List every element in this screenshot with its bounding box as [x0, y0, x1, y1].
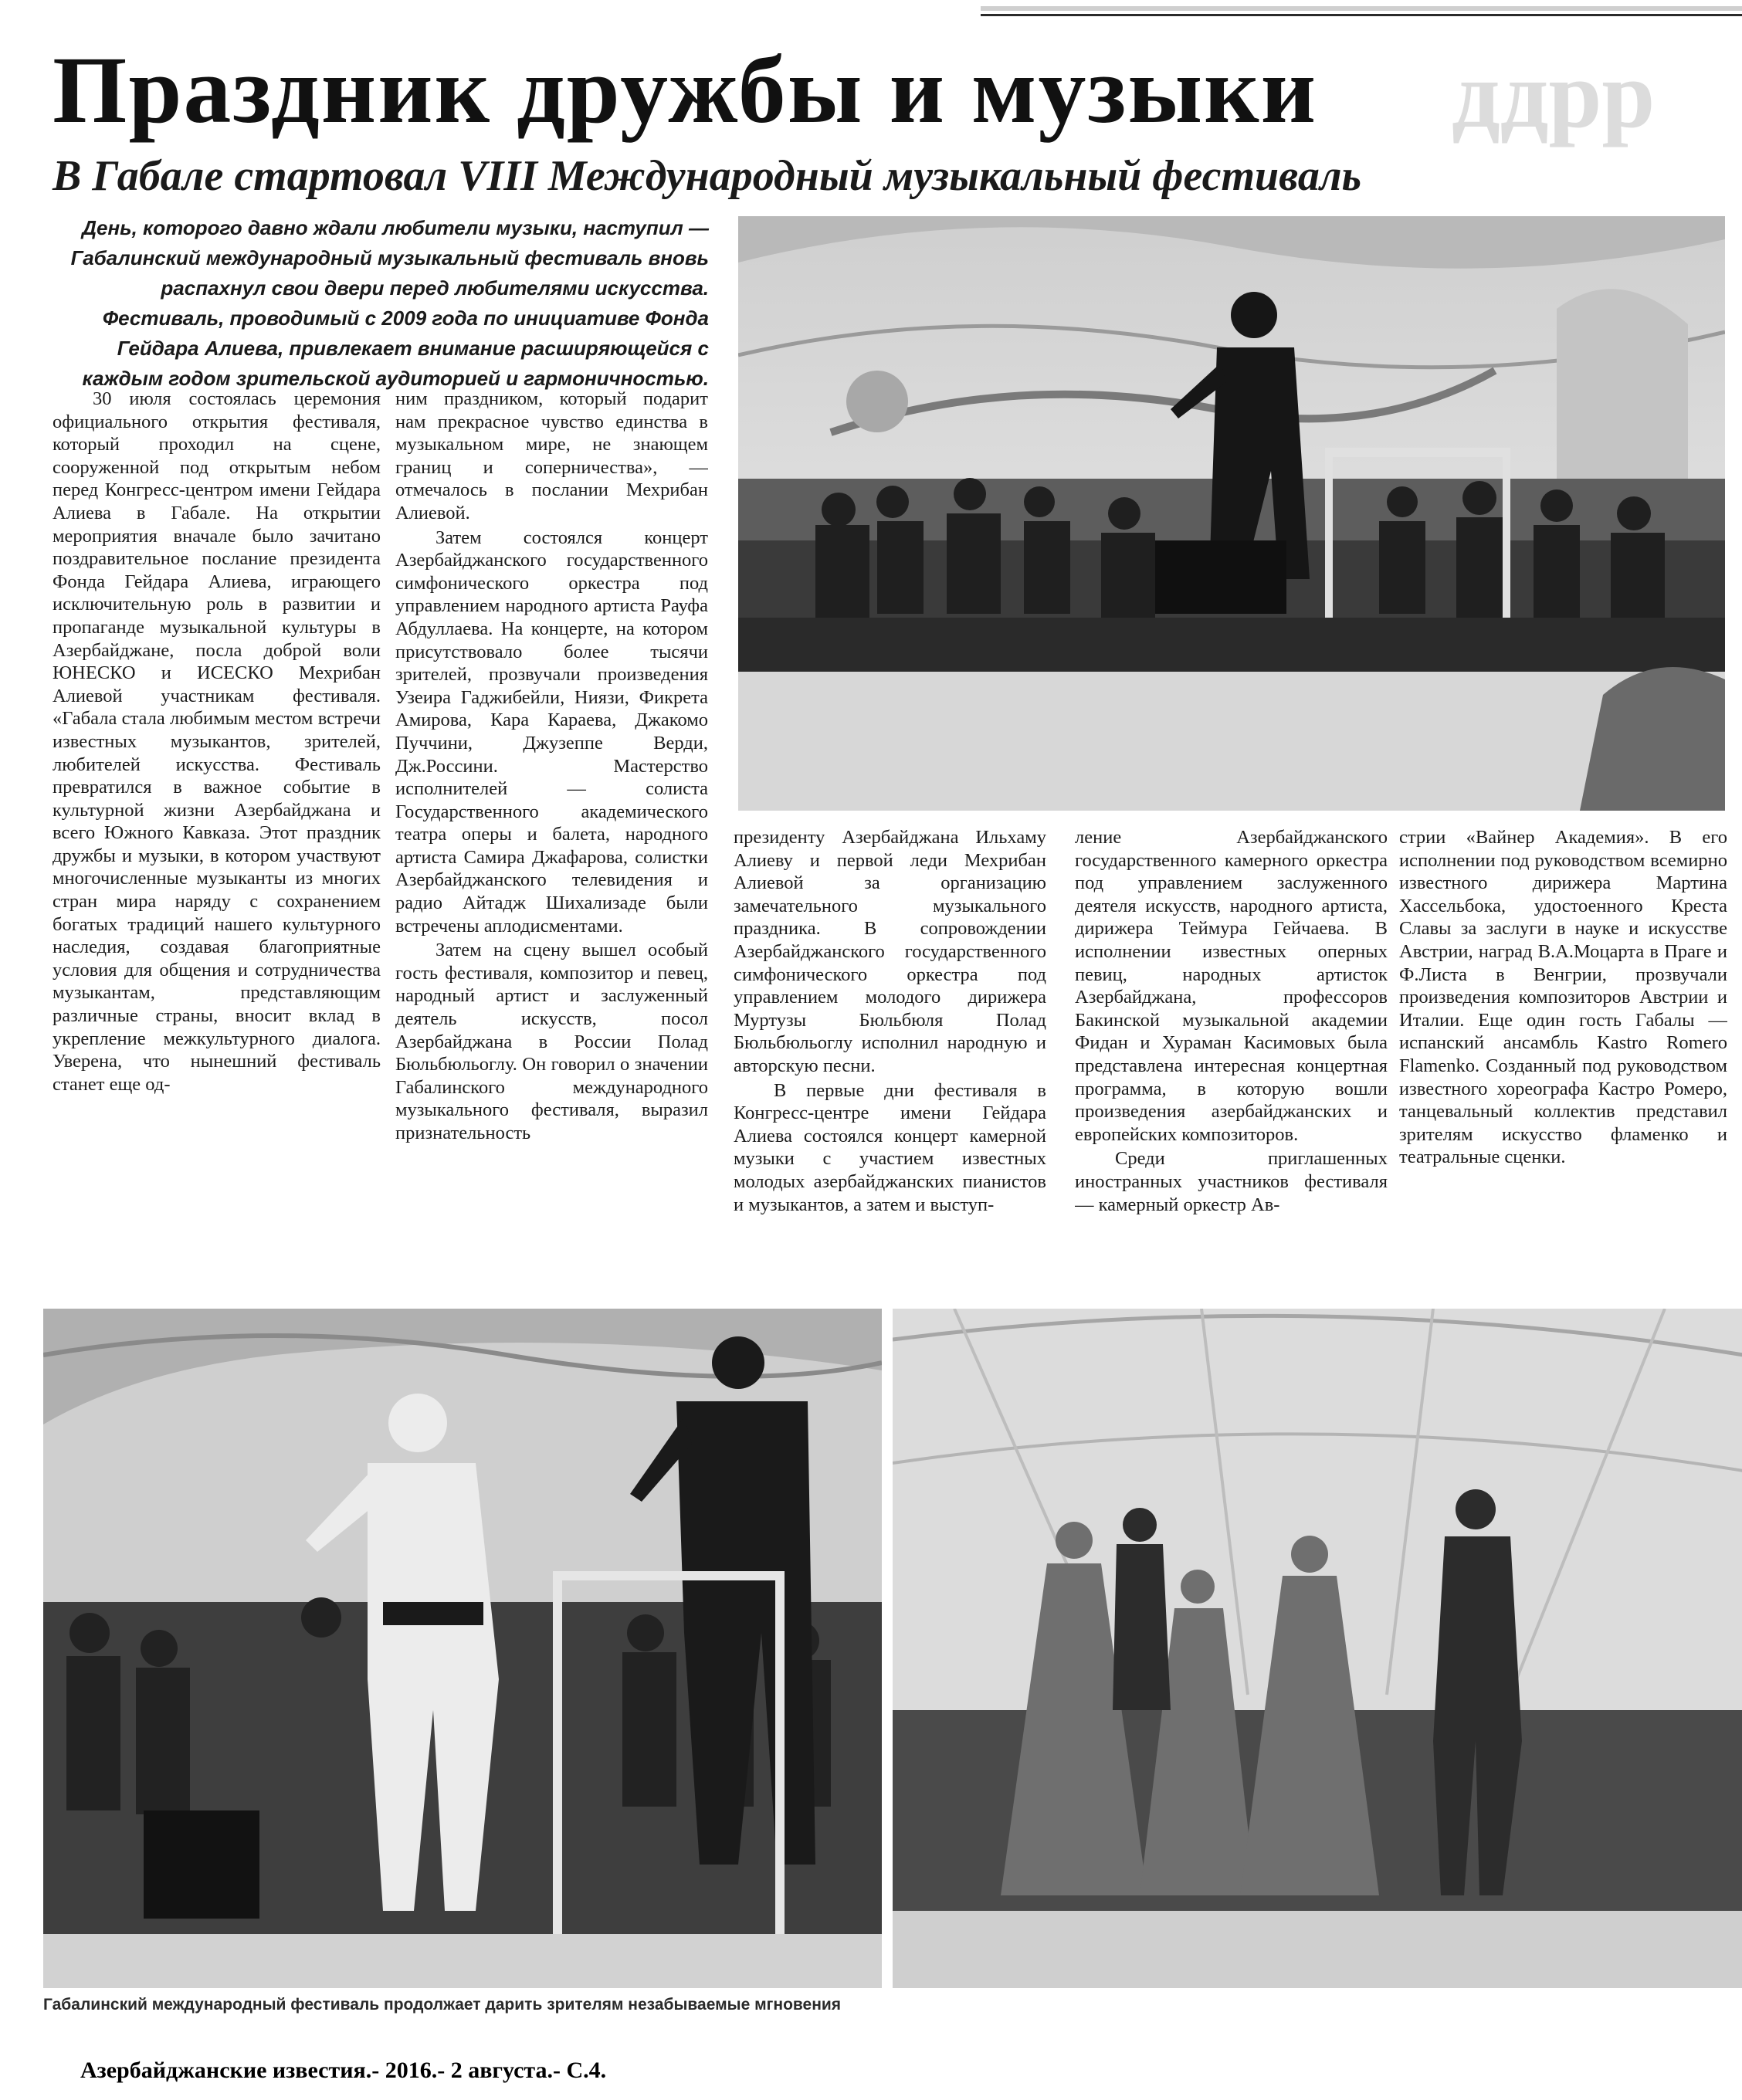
column-3 [734, 826, 1046, 1291]
next-page-ghost-text: ддрр [1452, 42, 1656, 147]
subheadline: В Габале стартовал VIII Международный музыкальный фестиваль [53, 152, 1362, 200]
column-4-paragraph-1: ление Азербайджанского государственного камерного оркестра под управлением заслуженного деятеля искусств, народного артиста, дирижера Теймура Гейчаева. В исполнении известных оперных певиц, народных артисток Азербайджана, профессоров Бакинской музыкальной академии Фидан и Хураман Касимовых была представлена интересная концертная программа, в которую вошли произведения азербайджанских и европейских композиторов. [1075, 827, 1388, 1145]
singer-photo [43, 1309, 882, 1988]
column-3-paragraph-2: В первые дни фестиваля в Конгресс-центре имени Гейдара Алиева состоялся концерт камерной музыки с участием известных молодых азербайджанских пианистов и музыкантов, а затем и выступ- [734, 1079, 1046, 1215]
column-5 [1399, 826, 1727, 1291]
column-4-paragraph-2: Среди приглашенных иностранных участников фестиваля — камерный оркестр Ав- [1075, 1148, 1388, 1215]
top-rule [981, 14, 1742, 16]
column-3-paragraph-1: президенту Азербайджана Ильхаму Алиеву и первой леди Мехрибан Алиевой за организацию замечательного музыкального праздника. В сопровождении Азербайджанского государственного симфонического оркестра под управлением молодого дирижера Муртузы Бюльбюля Полад Бюльбюльоглу исполнил народную и авторскую песни. [734, 827, 1046, 1076]
column-5-paragraph: стрии «Вайнер Академия». В его исполнении под руководством всемирно известного дирижера Мартина Хассельбока, удостоенного Креста Славы за заслуги в науке и искусстве Австрии, наград В.А.Моцарта в Праге и Ф.Листа в Венгрии, прозвучали произведения композиторов Австрии и Италии. Еще один гость Габалы — испанский ансамбль Kastro Romero Flamenko. Созданный под руководством известного хореографа Кастро Ромеро, танцевальный коллектив представил зрителям искусство фламенко и театральные сценки. [1399, 827, 1727, 1168]
column-2-paragraph-3: Затем на сцену вышел особый гость фестиваля, композитор и певец, народный артист и заслуженный деятель искусств, посол Азербайджана в России Полад Бюльбюльоглу. Он говорил о значении Габалинского международного музыкального фестиваля, выразил признательность [395, 940, 708, 1143]
source-citation: Азербайджанские известия.- 2016.- 2 августа.- С.4. [80, 2058, 607, 2083]
orchestra-photo [738, 216, 1725, 811]
headline: Праздник дружбы и музыки [53, 37, 1318, 143]
column-2-paragraph-1: ним праздником, который подарит нам прекрасное чувство единства в музыкальном мире, не знающем границ и соперничества», — отмечалось в послании Мехрибан Алиевой. [395, 388, 708, 523]
column-1-paragraph: 30 июля состоялась церемония официального открытия фестиваля, который проходил на сцене, сооруженной под открытым небом перед Конгресс-центром имени Гейдара Алиева в Габале. На открытии мероприятия вначале было зачитано поздравительное послание президента Фонда Гейдара Алиева, играющего исключительную роль в развитии и пропаганде музыкальной культуры в Азербайджане, посла доброй воли ЮНЕСКО и ИСЕСКО Мехрибан Алиевой участникам фестиваля. «Габала стала любимым местом встречи известных музыкантов, зрителей, любителей искусства. Фестиваль превратился в важное событие в культурной жизни Азербайджана и всего Южного Кавказа. Этот праздник дружбы и музыки, в котором участвуют многочисленные музыканты из многих стран мира наряду с сохранением богатых традиций нашего культурного наследия, создавая благоприятные условия для общения и сотрудничества музыкантам, представляющим различные страны, вносит вклад в укрепление межкультурного диалога. Уверена, что нынешний фестиваль станет еще од- [53, 388, 381, 1095]
column-2 [395, 388, 708, 1291]
photo-caption: Габалинский международный фестиваль продолжает дарить зрителям незабываемые мгновения [43, 1996, 842, 2014]
column-2-paragraph-2: Затем состоялся концерт Азербайджанского государственного симфонического оркестра под управлением народного артиста Рауфа Абдуллаева. На концерте, на котором присутствовало более тысячи зрителей, прозвучали произведения Узеира Гаджибейли, Ниязи, Фикрета Амирова, Кара Караева, Джакомо Пуччини, Джузеппе Верди, Дж.Россини. Мастерство исполнителей — солиста Государственного академического театра оперы и балета, народного артиста Самира Джафарова, солистки Азербайджанского телевидения и радио Айтадж Шихализаде были встречены аплодисментами. [395, 527, 708, 937]
flamenco-photo [893, 1309, 1742, 1988]
lead-paragraph: День, которого давно ждали любители музыки, наступил — Габалинский международный музыкальный фестиваль вновь распахнул свои двери перед любителями искусства. Фестиваль, проводимый с 2009 года по инициативе Фонда Гейдара Алиева, привлекает внимание расширяющейся с каждым годом зрительской аудиторией и гармоничностью. [70, 216, 709, 390]
column-4 [1075, 826, 1388, 1291]
column-1 [53, 388, 381, 1291]
paper-edge [981, 6, 1742, 11]
